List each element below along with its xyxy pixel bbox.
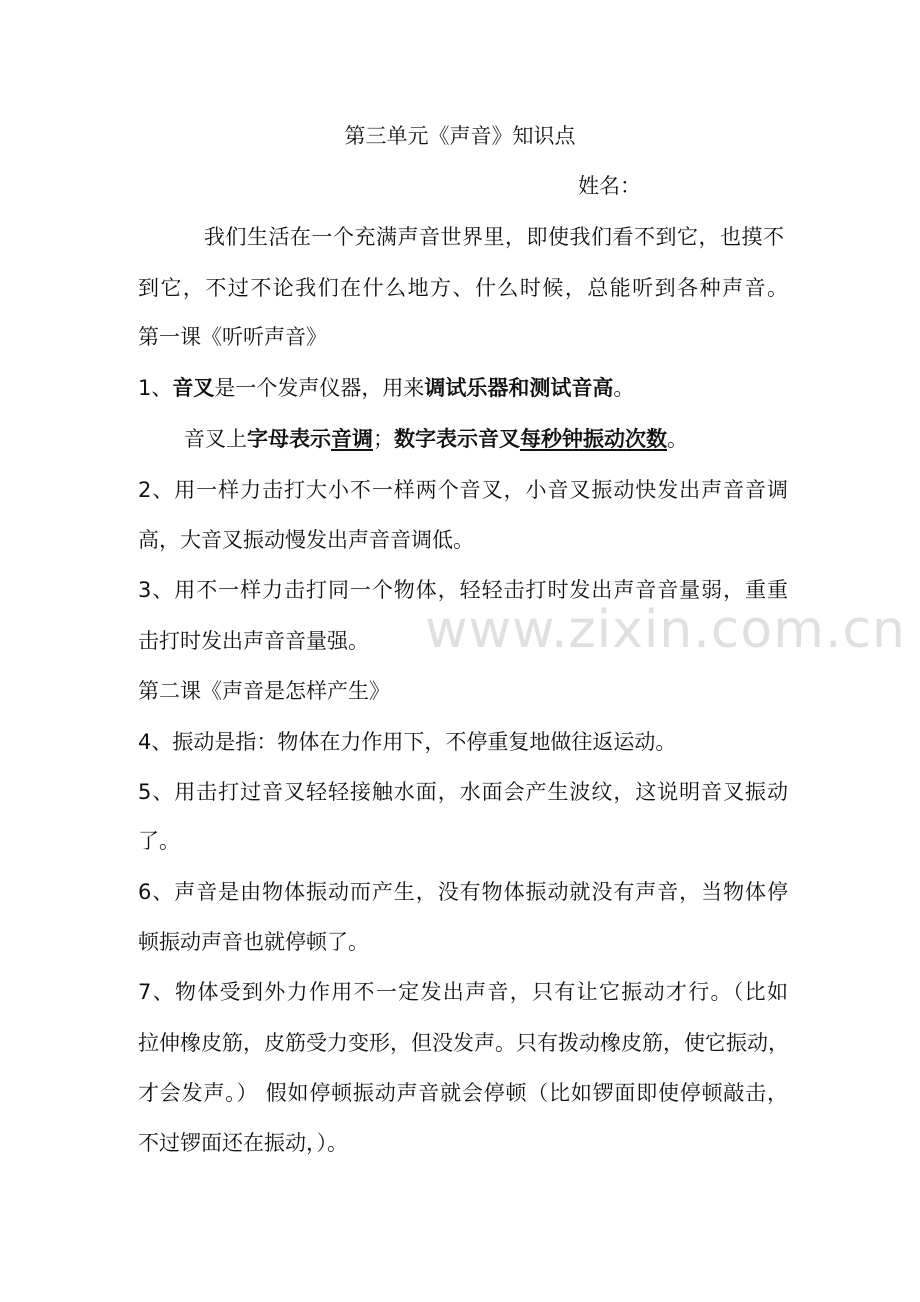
item-6-text-1: 、声音是由物体振动而产生，没有物体振动就没有声音，当物体停 [151,880,788,904]
item-1-detail-lead: 音叉上 [184,427,247,451]
document-title: 第三单元《声音》知识点 [344,124,576,148]
item-3-text-1: 、用不一样力击打同一个物体，轻轻击打时发出声音音量弱，重重 [151,578,788,602]
item-7-line-3: 才会发声。） 假如停顿振动声音就会停顿（比如锣面即使停顿敲击， [138,1081,788,1105]
item-1-term: 音叉 [172,375,215,400]
item-5-line-1 [138,777,788,807]
item-2-line-1 [138,475,788,505]
item-1-detail-letters: 字母表示 [247,426,331,451]
item-4-text: 、振动是指：物体在力作用下，不停重复地做往返运动。 [151,730,677,754]
item-1-detail-end: 。 [667,427,688,451]
item-3-line-1 [138,575,788,605]
item-4 [138,727,788,757]
item-1-sep: 、 [151,376,173,400]
item-2-line-2: 高，大音叉振动慢发出声音音调低。 [138,528,474,552]
item-1-end: 。 [613,376,635,400]
item-5-line-2: 了。 [138,829,180,853]
lesson1-heading: 第一课《听听声音》 [138,325,327,349]
item-5-number: 5 [138,780,152,804]
item-7-line-2: 拉伸橡皮筋，皮筋受力变形，但没发声。只有拨动橡皮筋，使它振动， [138,1031,789,1055]
item-1-detail-frequency: 每秒钟振动次数 [520,426,667,451]
item-7-line-4: 不过锣面还在振动，）。 [138,1131,348,1155]
intro-line-2: 到它，不过不论我们在什么地方、什么时候，总能听到各种声音。 [138,276,788,300]
item-1 [138,373,788,403]
intro-line-1: 我们生活在一个充满声音世界里，即使我们看不到它，也摸不 [204,225,784,249]
item-7-text-1: 、物体受到外力作用不一定发出声音，只有让它振动才行。（比如 [151,980,788,1004]
item-6-line-1 [138,877,788,907]
item-7-number: 7 [138,980,152,1004]
lesson2-heading: 第二课《声音是怎样产生》 [138,679,390,703]
item-3-number: 3 [138,578,152,602]
item-2-number: 2 [138,478,152,502]
item-1-detail-numbers: 数字表示音叉 [394,426,520,451]
item-1-purpose: 调试乐器和测试音高 [424,375,614,400]
item-6-number: 6 [138,880,152,904]
item-2-text-1: 、用一样力击打大小不一样两个音叉，小音叉振动快发出声音音调 [151,478,788,502]
item-7-line-1 [138,977,788,1007]
item-1-detail-semicolon: ； [373,427,394,451]
item-4-number: 4 [138,730,152,754]
item-1-number: 1 [138,376,152,400]
watermark: www.zixin.com.cn [425,600,906,660]
item-1-detail [184,424,784,454]
item-3-line-2: 击打时发出声音音量强。 [138,629,369,653]
item-5-text-1: 、用击打过音叉轻轻接触水面，水面会产生波纹，这说明音叉振动 [151,780,788,804]
item-1-text: 是一个发声仪器，用来 [214,376,425,400]
item-6-line-2: 顿振动声音也就停顿了。 [138,930,369,954]
name-label: 姓名： [578,174,641,198]
item-1-detail-pitch: 音调 [331,426,373,451]
